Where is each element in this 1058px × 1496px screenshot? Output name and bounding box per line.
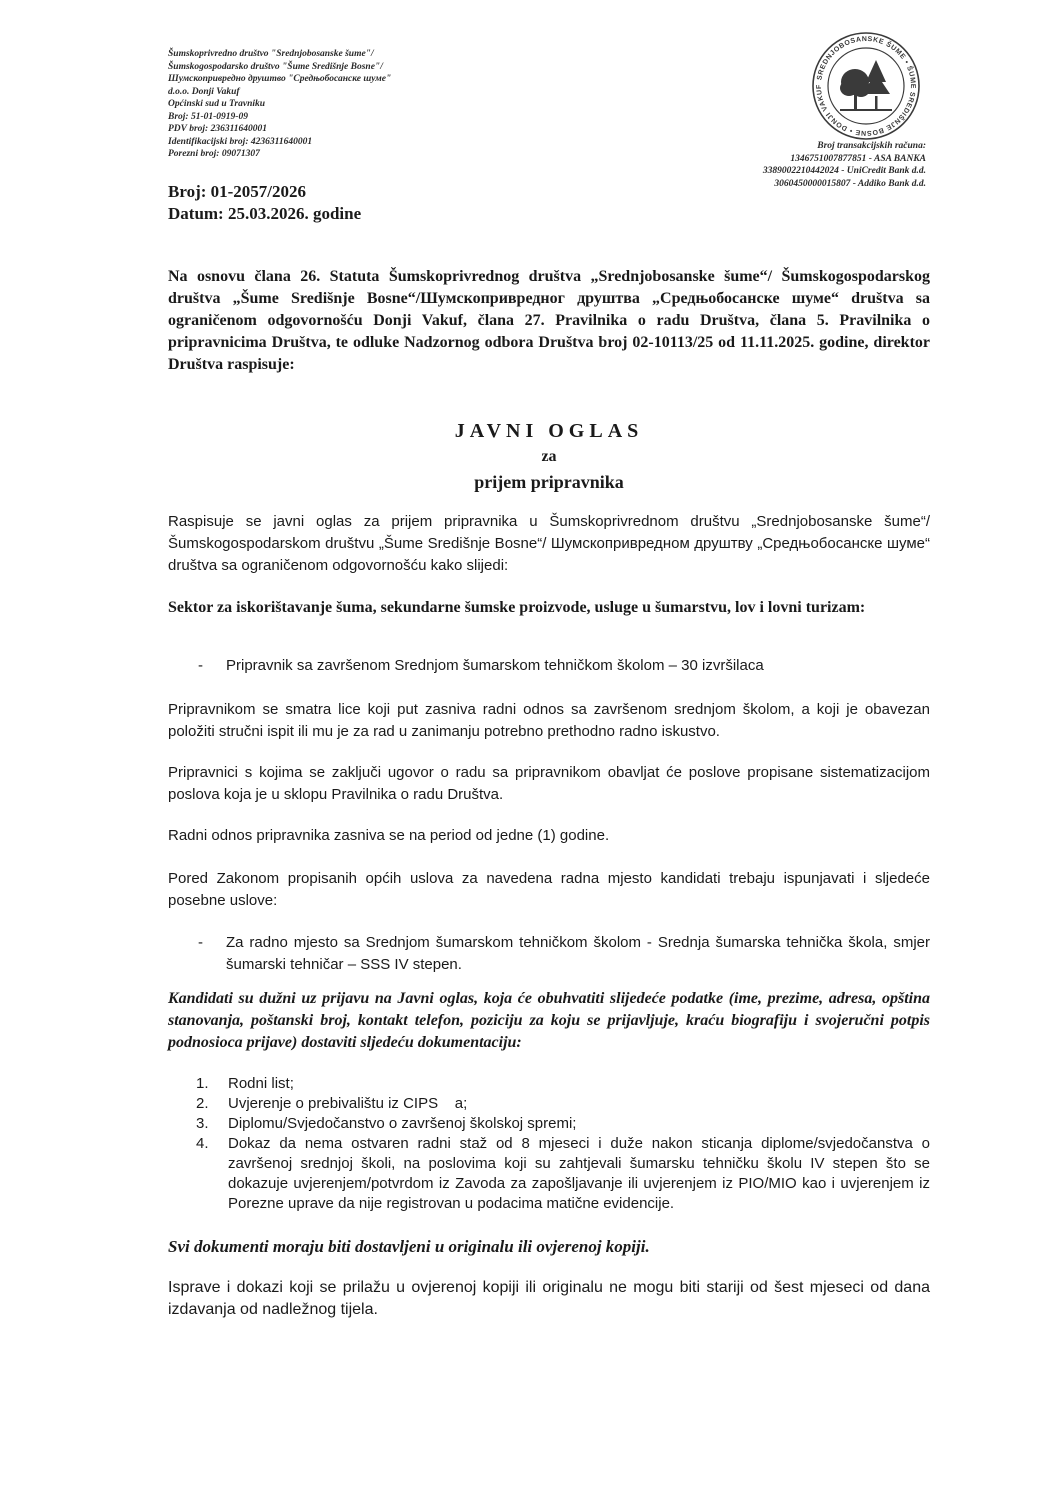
list-item-text: Diplomu/Svjedočanstvo o završenoj školskoj spremi; xyxy=(228,1115,577,1132)
list-item xyxy=(196,1134,930,1214)
list-number: 4. xyxy=(196,1135,209,1152)
list-number: 1. xyxy=(196,1075,209,1092)
title-line-for: za xyxy=(541,448,557,465)
list-item xyxy=(196,1094,930,1114)
paragraph-candidates: Kandidati su dužni uz prijavu na Javni oglas, koja će obuhvatiti slijedeće podatke (ime, prezime, adresa, opština stanovanja, poštanski broj, kontakt telefon, poziciju za koju se prijavljuje, kraću biografiju i svojeručni potpis podnosioca prijave) dostaviti sljedeću dokumentaciju: xyxy=(168,990,930,1051)
letterhead-company-info xyxy=(168,48,528,161)
letterhead-line: Шумскопривредно друштво "Средњобосанске шуме" xyxy=(168,74,392,84)
announcement-title xyxy=(168,418,930,494)
letterhead-line: Identifikacijski broj: 4236311640001 xyxy=(168,136,313,147)
sector-heading: Sektor za iskorištavanje šuma, sekundarne šumske proizvode, usluge u šumarstvu, lov i lovni turizam: xyxy=(168,599,866,616)
dash-bullet: - xyxy=(198,934,203,951)
dash-bullet: - xyxy=(198,657,203,674)
list-item-text: Uvjerenje o prebivalištu iz CIPS a; xyxy=(228,1095,468,1112)
document-reference xyxy=(168,181,361,225)
letterhead-line: Porezni broj: 09071307 xyxy=(168,149,260,159)
letterhead-bank-accounts xyxy=(666,140,926,190)
intro-paragraph: Na osnovu člana 26. Statuta Šumskoprivrednog društva „Srednjobosanske šume“/ Šumskogospodarskog društva „Šume Središnje Bosne“/Шумскопривредног друштва „Средњобосанске шуме“ društva sa ograničenom odgovornošću Donji Vakuf, člana 27. Pravilnika o radu Društva, člana 5. Pravilnika o pripravnicima Društva, te odluke Nadzornog odbora Društva broj 02-10113/25 od 11.11.2025. godine, direktor Društva raspisuje: xyxy=(168,268,930,373)
list-item-text: Dokaz da nema ostvaren radni staž od 8 mjeseci i duže nakon sticanja diplome/svjedočanstva o završenoj srednjoj školi, na poslovima koji su zahtjevali šumarsku tehničku školu IV stepen što se dokazuje uvjerenjem/potvrdom iz Zavoda za zapošljavanje ili uvjerenjem iz PIO/MIO kao i uvjerenjem iz Porezne uprave da nije registrovan u podacima matične evidencije. xyxy=(228,1135,930,1212)
letterhead-line: Šumskoprivredno društvo "Srednjobosanske šume"/ xyxy=(168,49,374,59)
paragraph-duration: Radni odnos pripravnika zasniva se na period od jedne (1) godine. xyxy=(168,827,610,844)
position-list-item xyxy=(198,655,930,677)
paragraph-announcement: Raspisuje se javni oglas za prijem pripravnika u Šumskoprivrednom društvu „Srednjobosanske šume“/ Šumskogospodarskom društvu „Šume Središnje Bosne“/ Шумскопривредном друштву „Средњобосанске шуме“ društva sa ograničenom odgovornošću kako slijedi: xyxy=(168,513,930,574)
letterhead-line: Broj transakcijskih računa: xyxy=(817,141,926,151)
list-item-text: Rodni list; xyxy=(228,1075,294,1092)
paragraph-definition: Pripravnikom se smatra lice koji put zasniva radni odnos sa završenom srednjom školom, a koji je obavezan položiti stručni ispit ili mu je za rad u zanimanju potrebno prethodno radno iskustvo. xyxy=(168,701,930,740)
letterhead-line: Općinski sud u Travniku xyxy=(168,99,266,109)
list-item xyxy=(196,1114,930,1134)
list-number: 3. xyxy=(196,1115,209,1132)
position-text: Pripravnik sa završenom Srednjom šumarskom tehničkom školom – 30 izvršilaca xyxy=(226,657,764,674)
letterhead-line: 1346751007877851 - ASA BANKA xyxy=(790,153,926,164)
document-date: Datum: 25.03.2026. godine xyxy=(168,204,362,223)
seal-text: SREDNJOBOSANSKE ŠUME • ŠUME SREDIŠNJE BOSNE • DONJI VAKUF xyxy=(815,35,917,137)
paragraph-duties: Pripravnici s kojima se zaključi ugovor o radu sa pripravnikom obavljat će poslove propisane sistematizacijom poslova koja je u sklopu Pravilnika o radu Društva. xyxy=(168,764,930,803)
list-number: 2. xyxy=(196,1095,209,1112)
paragraph-conditions: Pored Zakonom propisanih općih uslova za navedena radna mjesto kandidati trebaju ispunjavati i sljedeće posebne uslove: xyxy=(168,870,930,909)
document-number: Broj: 01-2057/2026 xyxy=(168,182,307,201)
paragraph-validity: Isprave i dokazi koji se prilažu u ovjerenoj kopiji ili originalu ne mogu biti stariji od šest mjeseci od dana izdavanja od nadležnog tijela. xyxy=(168,1279,930,1318)
required-documents-list xyxy=(196,1074,930,1214)
letterhead-line: Šumskogospodarsko društvo "Šume Središnje Bosne"/ xyxy=(168,61,383,72)
condition-text: Za radno mjesto sa Srednjom šumarskom tehničkom školom - Srednja šumarska tehnička škola, smjer šumarski tehničar – SSS IV stepen. xyxy=(226,934,930,973)
letterhead-line: PDV broj: 236311640001 xyxy=(168,124,268,134)
letterhead-line: 3060450000015807 - Addiko Bank d.d. xyxy=(774,178,926,189)
letterhead-line: Broj: 51-01-0919-09 xyxy=(168,111,248,122)
letterhead-line: 3389002210442024 - UniCredit Bank d.d. xyxy=(762,166,926,176)
condition-list-item xyxy=(198,932,930,976)
title-line-subject: prijem pripravnika xyxy=(474,472,624,492)
title-line-main: JAVNI OGLAS xyxy=(454,420,644,442)
company-seal-logo xyxy=(810,30,922,142)
list-item xyxy=(196,1074,930,1094)
letterhead-line: d.o.o. Donji Vakuf xyxy=(168,86,240,97)
paragraph-originals-note: Svi dokumenti moraju biti dostavljeni u originalu ili ovjerenoj kopiji. xyxy=(168,1237,650,1256)
